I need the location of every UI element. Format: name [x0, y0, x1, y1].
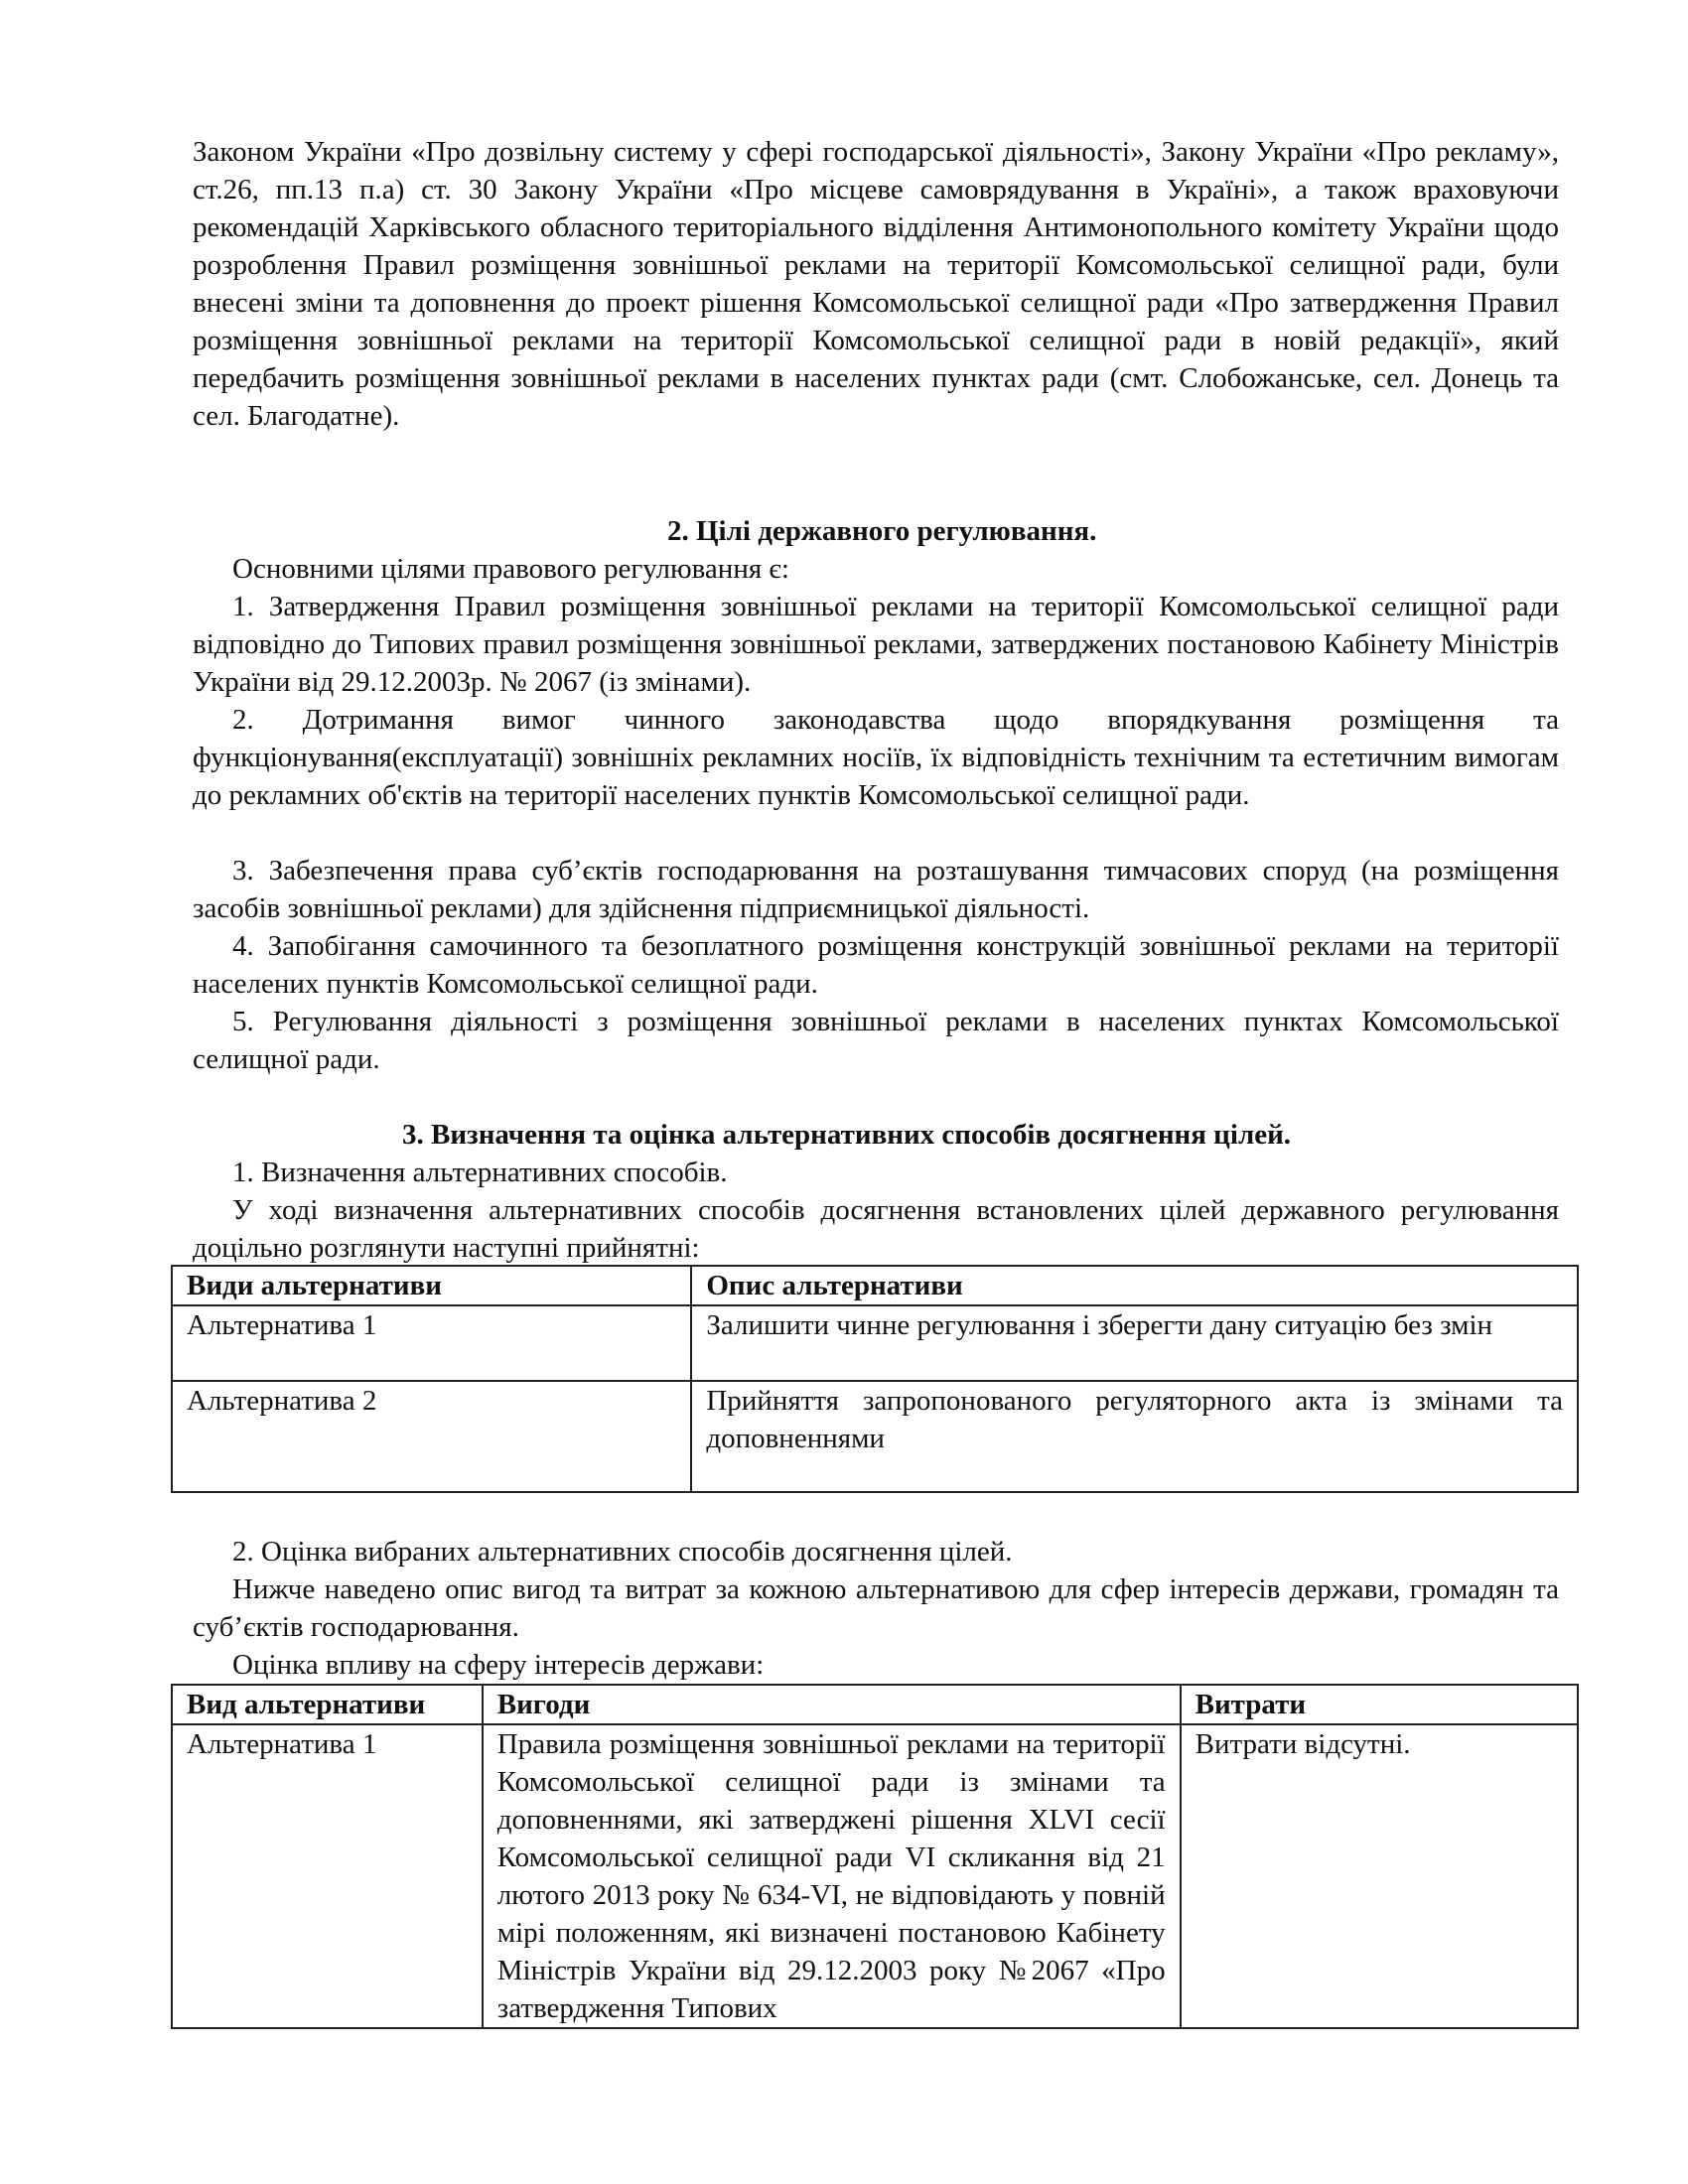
section-2-item-3: 3. Забезпечення права суб’єктів господарювання на розташування тимчасових споруд (на розміщення засобів зовнішньої реклами) для здійснення підприємницької діяльності.	[193, 855, 1559, 924]
state-impact-table	[171, 1684, 1579, 2029]
table-cell: Залишити чинне регулювання і зберегти дану ситуацію без змін	[691, 1305, 1578, 1381]
table-header-cell: Вид альтернативи	[172, 1685, 483, 1724]
section-2-heading: 2. Цілі державного регулювання.	[667, 515, 1097, 547]
table-header-cell: Вигоди	[483, 1685, 1181, 1724]
section-2-item-1: 1. Затвердження Правил розміщення зовнішньої реклами на території Комсомольської селищної ради відповідно до Типових правил розміщення зовнішньої реклами, затверджених постановою Кабінету Міністрів України від 29.12.2003р. № 2067 (із змінами).	[193, 591, 1559, 698]
table-cell: Прийняття запропонованого регуляторного акта із змінами та доповненнями	[691, 1381, 1578, 1492]
intro-paragraph: Законом України «Про дозвільну систему у сфері господарської діяльності», Закону України «Про рекламу», ст.26, пп.13 п.а) ст. 30 Закону України «Про місцеве самоврядування в Україні», а також враховуючи рекомендацій Харківського обласного територіального відділення Антимонопольного комітету України щодо розроблення Правил розміщення зовнішньої реклами на території Комсомольської селищної ради, були внесені зміни та доповнення до проект рішення Комсомольської селищної ради «Про затвердження Правил розміщення зовнішньої реклами на території Комсомольської селищної ради в новій редакції», який передбачить розміщення зовнішньої реклами в населених пунктах ради (смт. Слобожанське, сел. Донець та сел. Благодатне).	[193, 136, 1559, 432]
alternatives-table	[171, 1265, 1579, 1493]
table-header-row	[172, 1266, 1578, 1305]
table-cell: Правила розміщення зовнішньої реклами на території Комсомольської селищної ради із змінами та доповненнями, які затверджені рішення XLVI сесії Комсомольської селищної ради VI скликання від 21 лютого 2013 року № 634-VI, не відповідають у повній мірі положенням, які визначені постановою Кабінету Міністрів України від 29.12.2003 року №2067 «Про затвердження Типових	[483, 1724, 1181, 2028]
table-row	[172, 1381, 1578, 1492]
section-2-item-2: 2. Дотримання вимог чинного законодавства щодо впорядкування розміщення та функціонування(експлуатації) зовнішніх рекламних носіїв, їх відповідність технічним та естетичним вимогам до рекламних об'єктів на території населених пунктів Комсомольської селищної ради.	[193, 704, 1559, 811]
section-3-sub2: 2. Оцінка вибраних альтернативних способів досягнення цілей.	[232, 1536, 1013, 1568]
table-cell: Альтернатива 1	[172, 1724, 483, 2028]
section-3-sub2-text: Нижче наведено опис вигод та витрат за кожною альтернативою для сфер інтересів держави, громадян та суб’єктів господарювання.	[193, 1573, 1559, 1643]
section-3-sub1-text: У ході визначення альтернативних способів досягнення встановлених цілей державного регулювання доцільно розглянути наступні прийнятні:	[193, 1194, 1559, 1264]
table-cell: Витрати відсутні.	[1181, 1724, 1578, 2028]
section-2-item-5: 5. Регулювання діяльності з розміщення зовнішньої реклами в населених пунктах Комсомольської селищної ради.	[193, 1006, 1559, 1075]
section-3-sub1: 1. Визначення альтернативних способів.	[232, 1157, 728, 1188]
table-header-row	[172, 1685, 1578, 1724]
table-row	[172, 1724, 1578, 2028]
table-header-cell: Опис альтернативи	[691, 1266, 1578, 1305]
section-2-item-4: 4. Запобігання самочинного та безоплатного розміщення конструкцій зовнішньої реклами на території населених пунктів Комсомольської селищної ради.	[193, 930, 1559, 1000]
table-row	[172, 1305, 1578, 1381]
table-header-cell: Види альтернативи	[172, 1266, 691, 1305]
table-2-caption: Оцінка впливу на сферу інтересів держави:	[232, 1649, 765, 1681]
table-cell: Альтернатива 1	[172, 1305, 691, 1381]
section-3-heading: 3. Визначення та оцінка альтернативних способів досягнення цілей.	[402, 1119, 1292, 1151]
section-2-lead: Основними цілями правового регулювання є:	[232, 553, 789, 585]
table-header-cell: Витрати	[1181, 1685, 1578, 1724]
table-cell: Альтернатива 2	[172, 1381, 691, 1492]
